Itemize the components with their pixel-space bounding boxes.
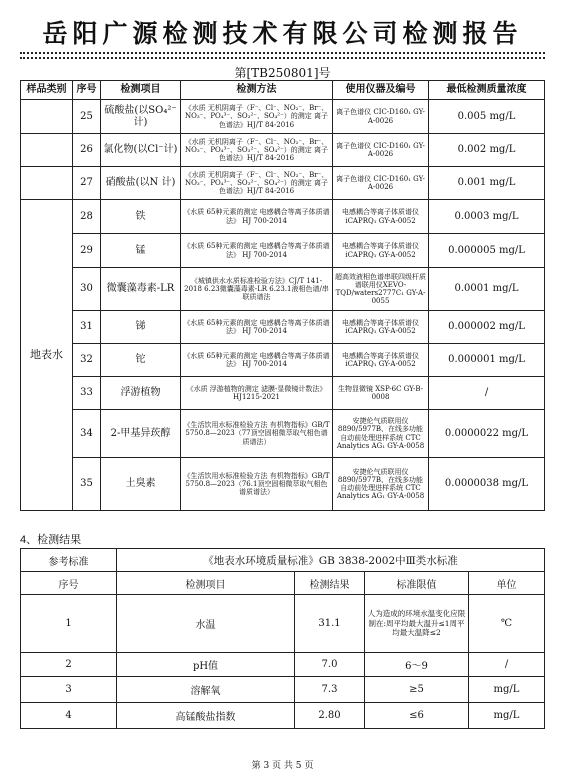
detection-limit: 0.0001 mg/L: [429, 268, 545, 311]
test-result: 31.1: [295, 595, 365, 653]
test-item: 硝酸盐(以N 计): [101, 167, 181, 200]
standard-limit: ≥5: [365, 677, 469, 703]
table-row: [21, 677, 545, 703]
table-row: [21, 377, 545, 410]
test-method: 《水质 无机阴离子（F⁻、Cl⁻、NO₂⁻、Br⁻、NO₃⁻、PO₄³⁻、SO₃²⁻、SO₄²⁻）的测定 离子色谱法》HJ/T 84-2016: [181, 167, 333, 200]
test-method: 《水质 65种元素的测定 电感耦合等离子体质谱法》 HJ 700-2014: [181, 344, 333, 377]
table-row: [21, 134, 545, 167]
instrument: 离子色谱仪 CIC-D160₁ GY-A-0026: [333, 100, 429, 134]
unit: /: [469, 653, 545, 677]
test-results-table: [20, 548, 545, 729]
test-result: 2.80: [295, 703, 365, 729]
instrument: 电感耦合等离子体质谱仪iCAPRQ₁ GY-A-0052: [333, 344, 429, 377]
instrument: 安捷伦气质联用仪8890/5977B、在线多功能自动前处理进样系统 CTC Analytics AG₁ GY-A-0058: [333, 458, 429, 511]
test-method: 《水质 65种元素的测定 电感耦合等离子体质谱法》 HJ 700-2014: [181, 200, 333, 234]
test-item: 铊: [101, 344, 181, 377]
test-item: 锑: [101, 311, 181, 344]
test-item: 浮游植物: [101, 377, 181, 410]
serial-no: 25: [73, 100, 101, 134]
header-instrument: 使用仪器及编号: [333, 81, 429, 100]
serial-no: 1: [21, 595, 117, 653]
instrument: 离子色谱仪 CIC-D160₁ GY-A-0026: [333, 134, 429, 167]
detection-limit: 0.0000022 mg/L: [429, 410, 545, 458]
standard-limit: 人为造成的环境水温变化应限制在:周平均最大温升≤1周平均最大温降≤2: [365, 595, 469, 653]
test-item: 铁: [101, 200, 181, 234]
table-row: [21, 344, 545, 377]
instrument: 电感耦合等离子体质谱仪iCAPRQ₁ GY-A-0052: [333, 200, 429, 234]
sample-category-empty: [21, 100, 73, 134]
test-item: 微囊藻毒素-LR: [101, 268, 181, 311]
header-test-result: 检测结果: [295, 572, 365, 595]
instrument: 电感耦合等离子体质谱仪iCAPRQ₁ GY-A-0052: [333, 311, 429, 344]
test-method: 《水质 65种元素的测定 电感耦合等离子体质谱法》 HJ 700-2014: [181, 234, 333, 268]
instrument: 离子色谱仪 CIC-D160₁ GY-A-0026: [333, 167, 429, 200]
table-row: [21, 234, 545, 268]
detection-limit: 0.005 mg/L: [429, 100, 545, 134]
section-title: 4、检测结果: [20, 534, 82, 546]
test-item: 氯化物(以Cl⁻计): [101, 134, 181, 167]
serial-no: 27: [73, 167, 101, 200]
detection-limit: 0.000002 mg/L: [429, 311, 545, 344]
table-row: [21, 100, 545, 134]
header-unit: 单位: [469, 572, 545, 595]
serial-no: 33: [73, 377, 101, 410]
table-row: [21, 703, 545, 729]
header-detection-limit: 最低检测质量浓度: [429, 81, 545, 100]
dotted-divider: [20, 52, 545, 54]
serial-no: 2: [21, 653, 117, 677]
header-test-method: 检测方法: [181, 81, 333, 100]
instrument: 安捷伦气质联用仪8890/5977B、在线多功能自动前处理进样系统 CTC Analytics AG₁ GY-A-0058: [333, 410, 429, 458]
header-test-item: 检测项目: [117, 572, 295, 595]
test-item: 高锰酸盐指数: [117, 703, 295, 729]
unit: ℃: [469, 595, 545, 653]
test-item: 硫酸盐(以SO₄²⁻计): [101, 100, 181, 134]
table-row: [21, 458, 545, 511]
report-number: 第[TB250801]号: [234, 66, 331, 80]
serial-no: 35: [73, 458, 101, 511]
detection-limit: /: [429, 377, 545, 410]
test-item: 锰: [101, 234, 181, 268]
test-method: 《水质 无机阴离子（F⁻、Cl⁻、NO₂⁻、Br⁻、NO₃⁻、PO₄³⁻、SO₃²⁻、SO₄²⁻）的测定 离子色谱法》HJ/T 84-2016: [181, 134, 333, 167]
serial-no: 4: [21, 703, 117, 729]
detection-limit: 0.0003 mg/L: [429, 200, 545, 234]
header-sample-category: 样品类别: [21, 81, 73, 100]
test-method: 《水质 无机阴离子（F⁻、Cl⁻、NO₂⁻、Br⁻、NO₃⁻、PO₄³⁻、SO₃²⁻、SO₄²⁻）的测定 离子色谱法》HJ/T 84-2016: [181, 100, 333, 134]
header-test-item: 检测项目: [101, 81, 181, 100]
test-item: pH值: [117, 653, 295, 677]
standard-limit: 6～9: [365, 653, 469, 677]
test-result: 7.0: [295, 653, 365, 677]
serial-no: 31: [73, 311, 101, 344]
sample-category: 地表水: [21, 200, 73, 511]
test-item: 2-甲基异莰醇: [101, 410, 181, 458]
detection-limit: 0.001 mg/L: [429, 167, 545, 200]
table-row: [21, 311, 545, 344]
report-title: 岳阳广源检测技术有限公司检测报告: [42, 19, 523, 48]
test-result: 7.3: [295, 677, 365, 703]
header-standard-limit: 标准限值: [365, 572, 469, 595]
sample-category-empty: [21, 134, 73, 167]
instrument: 生物显微镜 XSP-6C GY-B-0008: [333, 377, 429, 410]
header-serial-no: 序号: [21, 572, 117, 595]
page-footer: 第 3 页 共 5 页: [251, 761, 314, 771]
serial-no: 34: [73, 410, 101, 458]
header-serial-no: 序号: [73, 81, 101, 100]
results-header-row: [21, 572, 545, 595]
test-method: 《水质 65种元素的测定 电感耦合等离子体质谱法》 HJ 700-2014: [181, 311, 333, 344]
serial-no: 32: [73, 344, 101, 377]
test-item: 土臭素: [101, 458, 181, 511]
table-row: [21, 653, 545, 677]
test-method: 《生活饮用水标准检验方法 有机物指标》GB/T 5750.8—2023（77顶空固相微萃取气相色谱质谱法）: [181, 410, 333, 458]
instrument: 电感耦合等离子体质谱仪iCAPRQ₁ GY-A-0052: [333, 234, 429, 268]
test-item: 水温: [117, 595, 295, 653]
detection-limit: 0.0000038 mg/L: [429, 458, 545, 511]
table-row: [21, 200, 545, 234]
test-item: 溶解氧: [117, 677, 295, 703]
detection-limit: 0.000005 mg/L: [429, 234, 545, 268]
table-row: [21, 167, 545, 200]
detection-limit: 0.002 mg/L: [429, 134, 545, 167]
test-method: 《城镇供水水质标准检验方法》CJ/T 141-2018 6.23微囊藻毒素-LR 6.23.1液相色谱/串联质谱法: [181, 268, 333, 311]
table-header-row: [21, 81, 545, 100]
serial-no: 26: [73, 134, 101, 167]
table-row: [21, 268, 545, 311]
standard-limit: ≤6: [365, 703, 469, 729]
test-method: 《水质 浮游植物的测定 滤膜-显微镜计数法》HJ1215-2021: [181, 377, 333, 410]
test-method: 《生活饮用水标准检验方法 有机物指标》GB/T 5750.8—2023（76.1顶空固相微萃取气相色谱质谱法）: [181, 458, 333, 511]
serial-no: 3: [21, 677, 117, 703]
instrument: 超高效液相色谱串联四级杆质谱联用仪XEVO-TQD/waters2777C₁ GY-A-0055: [333, 268, 429, 311]
serial-no: 28: [73, 200, 101, 234]
serial-no: 29: [73, 234, 101, 268]
unit: mg/L: [469, 703, 545, 729]
serial-no: 30: [73, 268, 101, 311]
dotted-divider: [20, 57, 545, 59]
reference-standard-label: 参考标准: [21, 549, 117, 572]
reference-standard-value: 《地表水环境质量标准》GB 3838-2002中Ⅲ类水标准: [117, 549, 545, 572]
test-methods-table: [20, 80, 545, 511]
unit: mg/L: [469, 677, 545, 703]
reference-standard-row: [21, 549, 545, 572]
table-row: [21, 410, 545, 458]
sample-category-empty: [21, 167, 73, 200]
table-row: [21, 595, 545, 653]
detection-limit: 0.000001 mg/L: [429, 344, 545, 377]
